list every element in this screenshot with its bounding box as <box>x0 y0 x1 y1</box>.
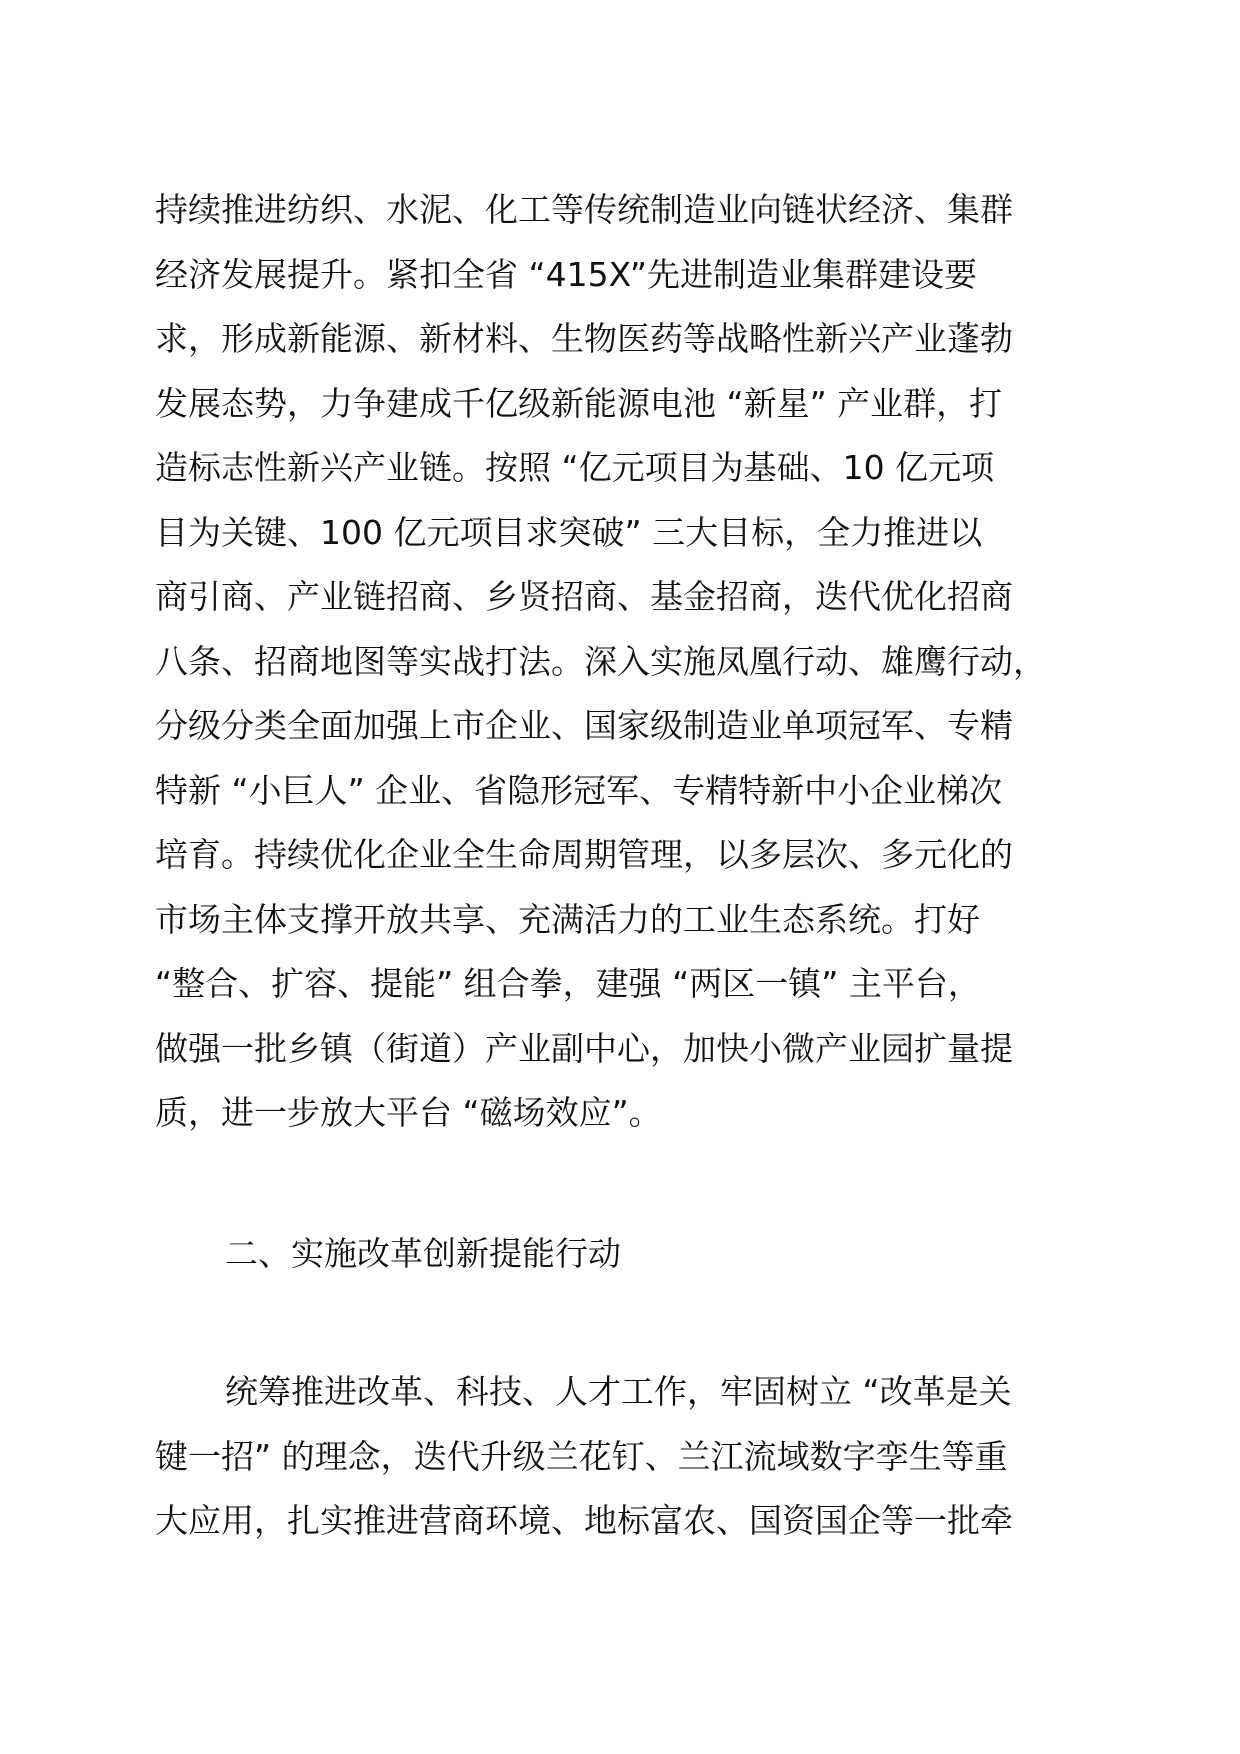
paragraph-1-line: 八条、招商地图等实战打法。深入实施凤凰行动、雄鹰行动， <box>155 641 1046 681</box>
paragraph-1-line: 经济发展提升。紧扣全省 “415X”先进制造业集群建设要 <box>155 254 977 294</box>
paragraph-1-line: “整合、扩容、提能” 组合拳，建强 “两区一镇” 主平台， <box>155 964 981 1003</box>
paragraph-1-line: 商引商、产业链招商、乡贤招商、基金招商，迭代优化招商 <box>155 577 1013 616</box>
section-heading: 二、实施改革创新提能行动 <box>225 1234 621 1273</box>
paragraph-1-line: 发展态势，力争建成千亿级新能源电池 “新星” 产业群，打 <box>155 383 1003 423</box>
paragraph-1-line: 求，形成新能源、新材料、生物医药等战略性新兴产业蓬勃 <box>155 319 1013 358</box>
paragraph-1-line: 培育。持续优化企业全生命周期管理，以多层次、多元化的 <box>155 835 1013 874</box>
paragraph-1-line: 做强一批乡镇（街道）产业副中心，加快小微产业园扩量提 <box>155 1028 1013 1068</box>
paragraph-1 <box>155 178 1085 1146</box>
paragraph-2-line: 统筹推进改革、科技、人才工作，牢固树立 “改革是关 <box>225 1372 1012 1411</box>
paragraph-1-line: 目为关键、100 亿元项目求突破” 三大目标，全力推进以 <box>155 512 983 552</box>
paragraph-1-line: 市场主体支撑开放共享、充满活力的工业生态系统。打好 <box>155 899 980 939</box>
paragraph-2 <box>155 1360 1085 1554</box>
paragraph-2-line: 键一招” 的理念，迭代升级兰花钉、兰江流域数字孪生等重 <box>155 1436 1008 1476</box>
paragraph-2-line: 大应用，扎实推进营商环境、地标富农、国资国企等一批牵 <box>155 1501 1013 1540</box>
paragraph-1-line: 质，进一步放大平台 “磁场效应”。 <box>155 1093 662 1132</box>
paragraph-1-line: 造标志性新兴产业链。按照 “亿元项目为基础、10 亿元项 <box>155 448 995 487</box>
paragraph-1-line: 持续推进纺织、水泥、化工等传统制造业向链状经济、集群 <box>155 190 1013 229</box>
paragraph-1-line: 分级分类全面加强上市企业、国家级制造业单项冠军、专精 <box>155 706 1013 745</box>
paragraph-1-line: 特新 “小巨人” 企业、省隐形冠军、专精特新中小企业梯次 <box>155 770 1003 810</box>
